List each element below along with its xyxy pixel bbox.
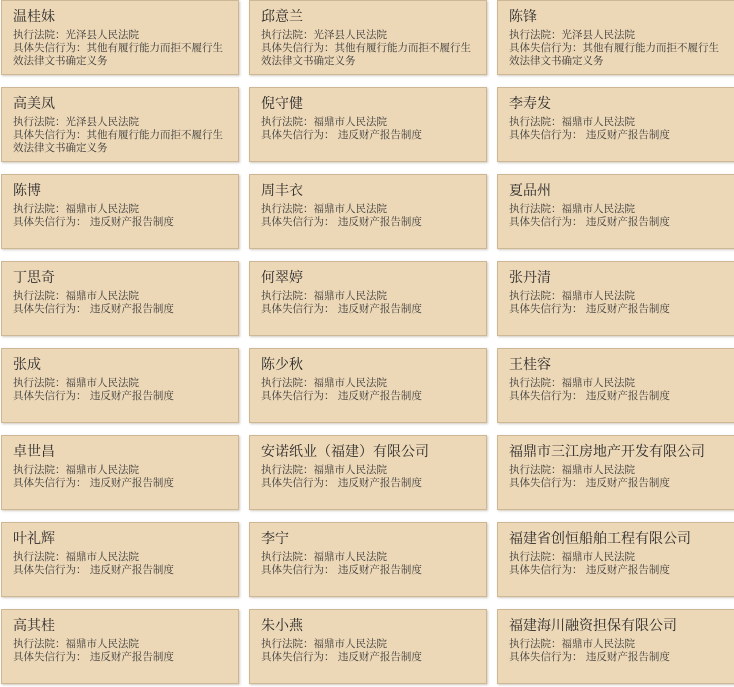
court-label: 执行法院： [13,464,66,476]
court-value: 福鼎市人民法院 [313,638,387,650]
court-line [509,464,724,477]
behavior-value: 违反财产报告制度 [86,651,174,663]
behavior-line [13,651,228,664]
person-card[interactable] [1,261,239,336]
court-line [261,29,476,42]
court-label: 执行法院： [13,29,66,41]
behavior-value: 违反财产报告制度 [86,390,174,402]
behavior-value: 其他有履行能力而拒不履行生效法律文书确定义务 [261,42,471,67]
person-card[interactable] [249,0,487,75]
behavior-line [261,129,476,142]
court-line [13,638,228,651]
behavior-line [509,216,724,229]
court-line [13,377,228,390]
court-label: 执行法院： [261,116,314,128]
person-card[interactable] [1,348,239,423]
person-name: 陈博 [13,183,41,199]
behavior-label: 具体失信行为： [509,390,583,402]
person-name: 张成 [13,357,41,373]
behavior-label: 具体失信行为： [509,216,583,228]
court-label: 执行法院： [13,638,66,650]
person-name: 福建海川融资担保有限公司 [509,618,677,634]
behavior-value: 违反财产报告制度 [334,303,422,315]
court-label: 执行法院： [261,551,314,563]
court-value: 福鼎市人民法院 [65,464,139,476]
court-label: 执行法院： [509,29,562,41]
person-card[interactable] [497,87,734,162]
behavior-label: 具体失信行为： [261,564,335,576]
court-value: 福鼎市人民法院 [561,638,635,650]
person-name: 福鼎市三江房地产开发有限公司 [509,444,705,460]
court-label: 执行法院： [13,116,66,128]
behavior-value: 违反财产报告制度 [334,390,422,402]
court-line [261,638,476,651]
behavior-label: 具体失信行为： [261,390,335,402]
behavior-value: 违反财产报告制度 [582,651,670,663]
court-line [509,29,724,42]
person-name: 李宁 [261,531,289,547]
behavior-line [509,129,724,142]
person-card[interactable] [1,87,239,162]
person-name: 朱小燕 [261,618,303,634]
court-line [13,203,228,216]
behavior-label: 具体失信行为： [261,477,335,489]
court-label: 执行法院： [13,203,66,215]
court-label: 执行法院： [261,464,314,476]
court-line [509,290,724,303]
person-card[interactable] [249,87,487,162]
behavior-line [509,390,724,403]
behavior-label: 具体失信行为： [509,477,583,489]
court-value: 福鼎市人民法院 [561,116,635,128]
court-label: 执行法院： [261,203,314,215]
court-label: 执行法院： [509,116,562,128]
person-card[interactable] [249,609,487,684]
person-name: 何翠婷 [261,270,303,286]
behavior-line [509,564,724,577]
behavior-value: 违反财产报告制度 [86,216,174,228]
court-value: 福鼎市人民法院 [313,116,387,128]
person-name: 夏品州 [509,183,551,199]
behavior-value: 违反财产报告制度 [86,477,174,489]
person-card[interactable] [497,0,734,75]
behavior-value: 违反财产报告制度 [582,216,670,228]
person-name: 高美凤 [13,96,55,112]
behavior-line [261,651,476,664]
court-line [261,203,476,216]
court-value: 福鼎市人民法院 [313,377,387,389]
behavior-label: 具体失信行为： [13,216,87,228]
person-name: 邱意兰 [261,9,303,25]
person-card[interactable] [249,348,487,423]
behavior-line [13,42,228,68]
court-line [261,551,476,564]
behavior-label: 具体失信行为： [13,477,87,489]
court-value: 福鼎市人民法院 [561,203,635,215]
court-value: 福鼎市人民法院 [313,551,387,563]
behavior-value: 违反财产报告制度 [334,564,422,576]
behavior-value: 其他有履行能力而拒不履行生效法律文书确定义务 [13,42,223,67]
court-value: 福鼎市人民法院 [65,377,139,389]
court-label: 执行法院： [261,290,314,302]
court-label: 执行法院： [13,290,66,302]
person-name: 安诺纸业（福建）有限公司 [261,444,429,460]
court-value: 福鼎市人民法院 [65,551,139,563]
behavior-value: 违反财产报告制度 [334,477,422,489]
court-line [509,638,724,651]
person-name: 高其桂 [13,618,55,634]
behavior-line [13,564,228,577]
behavior-line [509,651,724,664]
behavior-label: 具体失信行为： [13,303,87,315]
person-name: 王桂容 [509,357,551,373]
behavior-line [261,303,476,316]
person-card[interactable] [1,174,239,249]
person-card[interactable] [1,0,239,75]
behavior-line [13,303,228,316]
court-value: 福鼎市人民法院 [561,290,635,302]
behavior-label: 具体失信行为： [261,651,335,663]
person-name: 倪守健 [261,96,303,112]
court-value: 光泽县人民法院 [65,29,139,41]
person-name: 卓世昌 [13,444,55,460]
person-card[interactable] [249,435,487,510]
court-line [13,116,228,129]
behavior-value: 其他有履行能力而拒不履行生效法律文书确定义务 [509,42,719,67]
court-label: 执行法院： [509,638,562,650]
court-value: 福鼎市人民法院 [561,464,635,476]
court-value: 福鼎市人民法院 [561,551,635,563]
person-card[interactable] [249,522,487,597]
court-value: 福鼎市人民法院 [65,203,139,215]
behavior-line [13,477,228,490]
court-value: 光泽县人民法院 [561,29,635,41]
court-value: 福鼎市人民法院 [561,377,635,389]
court-label: 执行法院： [509,551,562,563]
behavior-label: 具体失信行为： [509,303,583,315]
court-label: 执行法院： [261,638,314,650]
person-name: 周丰衣 [261,183,303,199]
person-card[interactable] [1,609,239,684]
behavior-line [509,303,724,316]
court-label: 执行法院： [509,377,562,389]
court-line [13,290,228,303]
behavior-label: 具体失信行为： [509,564,583,576]
behavior-line [261,42,476,68]
behavior-value: 违反财产报告制度 [334,651,422,663]
person-card[interactable] [497,435,734,510]
behavior-label: 具体失信行为： [13,390,87,402]
court-label: 执行法院： [261,29,314,41]
behavior-line [509,477,724,490]
behavior-value: 违反财产报告制度 [582,129,670,141]
court-line [13,551,228,564]
person-name: 陈少秋 [261,357,303,373]
person-card[interactable] [497,522,734,597]
court-value: 光泽县人民法院 [313,29,387,41]
behavior-line [261,564,476,577]
person-card[interactable] [497,609,734,684]
court-value: 福鼎市人民法院 [313,464,387,476]
behavior-line [261,216,476,229]
behavior-label: 具体失信行为： [261,129,335,141]
behavior-value: 违反财产报告制度 [86,303,174,315]
person-card[interactable] [1,522,239,597]
court-line [261,464,476,477]
behavior-value: 违反财产报告制度 [86,564,174,576]
behavior-line [13,129,228,155]
behavior-label: 具体失信行为： [13,564,87,576]
court-line [261,116,476,129]
court-value: 福鼎市人民法院 [65,290,139,302]
court-label: 执行法院： [13,377,66,389]
behavior-value: 其他有履行能力而拒不履行生效法律文书确定义务 [13,129,223,154]
court-label: 执行法院： [13,551,66,563]
person-name: 李寿发 [509,96,551,112]
court-value: 福鼎市人民法院 [313,290,387,302]
person-name: 陈锋 [509,9,537,25]
person-name: 温桂妹 [13,9,55,25]
court-line [261,377,476,390]
court-line [13,464,228,477]
person-name: 丁思奇 [13,270,55,286]
person-card[interactable] [497,174,734,249]
behavior-line [261,390,476,403]
behavior-label: 具体失信行为： [509,129,583,141]
behavior-label: 具体失信行为： [13,42,87,54]
behavior-label: 具体失信行为： [13,129,87,141]
person-card[interactable] [497,348,734,423]
behavior-label: 具体失信行为： [261,216,335,228]
court-line [509,551,724,564]
person-card[interactable] [1,435,239,510]
court-label: 执行法院： [509,203,562,215]
behavior-line [13,390,228,403]
court-value: 光泽县人民法院 [65,116,139,128]
behavior-label: 具体失信行为： [261,42,335,54]
court-line [261,290,476,303]
behavior-value: 违反财产报告制度 [582,477,670,489]
behavior-label: 具体失信行为： [509,42,583,54]
court-value: 福鼎市人民法院 [65,638,139,650]
court-label: 执行法院： [261,377,314,389]
behavior-value: 违反财产报告制度 [334,129,422,141]
behavior-label: 具体失信行为： [261,303,335,315]
behavior-value: 违反财产报告制度 [582,390,670,402]
behavior-line [509,42,724,68]
behavior-value: 违反财产报告制度 [334,216,422,228]
behavior-label: 具体失信行为： [509,651,583,663]
person-card[interactable] [249,261,487,336]
behavior-value: 违反财产报告制度 [582,564,670,576]
court-line [509,116,724,129]
behavior-line [261,477,476,490]
court-label: 执行法院： [509,290,562,302]
court-line [13,29,228,42]
court-label: 执行法院： [509,464,562,476]
person-card[interactable] [497,261,734,336]
court-line [509,203,724,216]
person-name: 福建省创恒船舶工程有限公司 [509,531,691,547]
court-value: 福鼎市人民法院 [313,203,387,215]
behavior-line [13,216,228,229]
court-line [509,377,724,390]
person-card[interactable] [249,174,487,249]
behavior-label: 具体失信行为： [13,651,87,663]
behavior-value: 违反财产报告制度 [582,303,670,315]
person-name: 张丹清 [509,270,551,286]
person-name: 叶礼辉 [13,531,55,547]
